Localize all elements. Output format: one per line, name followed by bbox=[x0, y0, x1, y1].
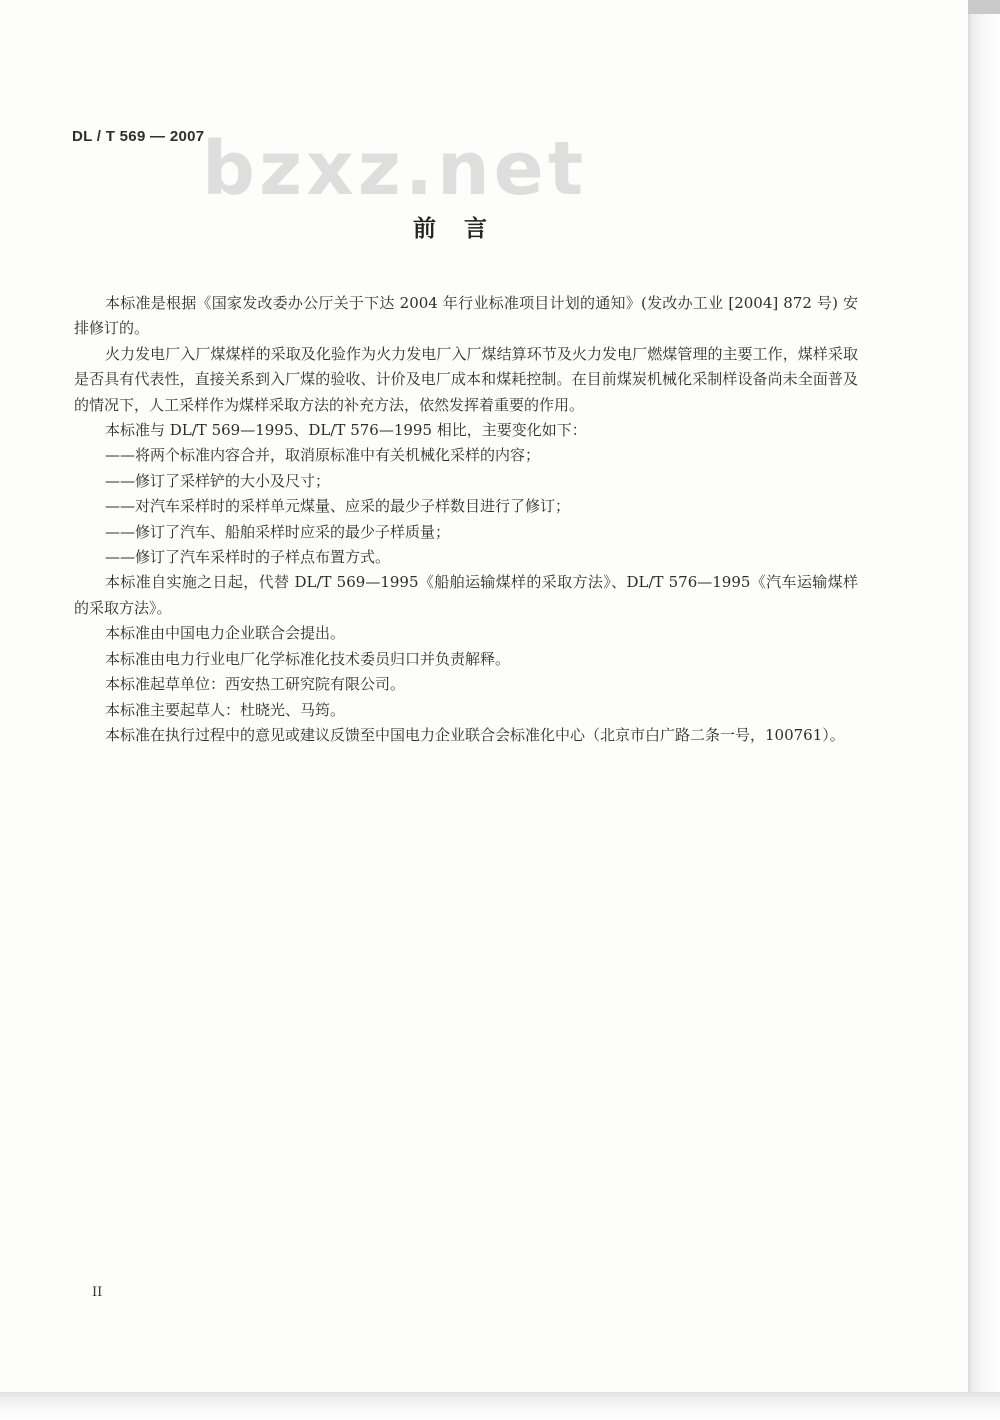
paragraph-changes-intro: 本标准与 DL/T 569—1995、DL/T 576—1995 相比，主要变化如下： bbox=[105, 421, 587, 440]
watermark: bzxz.net bbox=[202, 126, 588, 212]
paragraph-feedback: 本标准在执行过程中的意见或建议反馈至中国电力企业联合会标准化中心（北京市白广路二条一号，100761）。 bbox=[105, 725, 845, 744]
change-item: ——将两个标准内容合并，取消原标准中有关机械化采样的内容； bbox=[105, 446, 541, 465]
page-number: II bbox=[92, 1285, 103, 1300]
change-item: ——修订了采样铲的大小及尺寸； bbox=[105, 471, 331, 490]
paragraph-drafters: 本标准主要起草人：杜晓光、马筠。 bbox=[105, 700, 346, 719]
paragraph-replaces: 本标准自实施之日起，代替 DL/T 569—1995《船舶运输煤样的采取方法》、DL/T 576—1995《汽车运输煤样的采取方法》。 bbox=[74, 573, 858, 617]
paragraph-administered-by: 本标准由电力行业电厂化学标准化技术委员归口并负责解释。 bbox=[105, 649, 511, 668]
change-item: ——修订了汽车采样时的子样点布置方式。 bbox=[105, 548, 391, 567]
change-item: ——修订了汽车、船舶采样时应采的最少子样质量； bbox=[105, 522, 451, 541]
change-item: ——对汽车采样时的采样单元煤量、应采的最少子样数目进行了修订； bbox=[105, 497, 571, 516]
paragraph-background: 火力发电厂入厂煤煤样的采取及化验作为火力发电厂入厂煤结算环节及火力发电厂燃煤管理的主要工作，煤样采取是否具有代表性，直接关系到入厂煤的验收、计价及电厂成本和煤耗控制。在目前煤炭机械化采制样设备尚未全面普及的情况下，人工采样作为煤样采取方法的补充方法，依然发挥着重要的作用。 bbox=[74, 344, 858, 414]
paragraph-proposed-by: 本标准由中国电力企业联合会提出。 bbox=[105, 624, 346, 643]
page-edge-right bbox=[968, 0, 1000, 1420]
paragraph-basis: 本标准是根据《国家发改委办公厅关于下达 2004 年行业标准项目计划的通知》(发改办工业 [2004] 872 号) 安排修订的。 bbox=[74, 294, 858, 338]
page-title: 前言 bbox=[413, 216, 515, 242]
paragraph-drafting-unit: 本标准起草单位：西安热工研究院有限公司。 bbox=[105, 675, 406, 694]
standard-number: DL / T 569 — 2007 bbox=[72, 128, 205, 145]
foreword-body bbox=[74, 291, 858, 748]
page-edge-bottom bbox=[0, 1392, 1000, 1420]
